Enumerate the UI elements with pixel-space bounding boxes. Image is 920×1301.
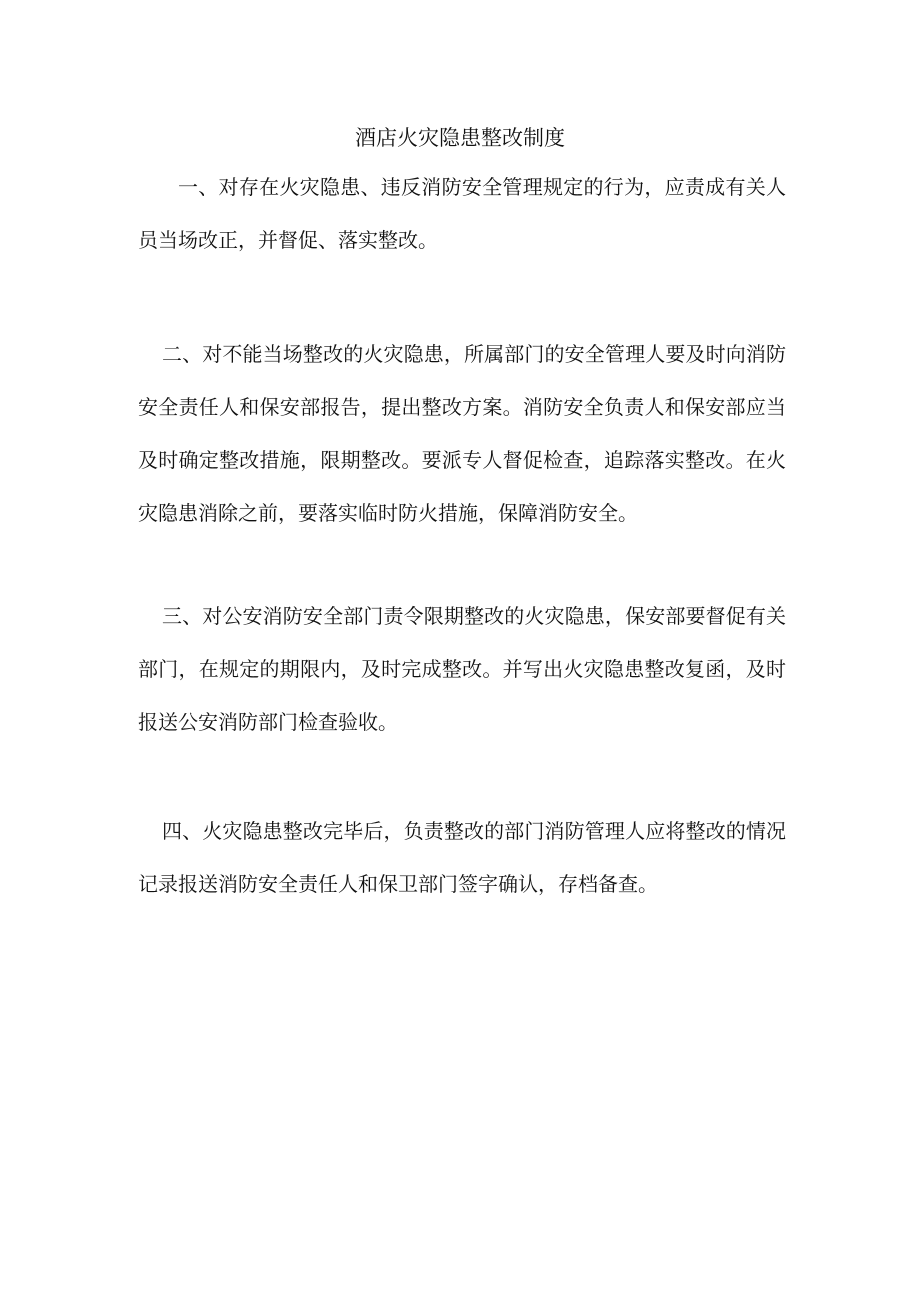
paragraph-1: 一、对存在火灾隐患、违反消防安全管理规定的行为，应责成有关人员当场改正，并督促、落实整改。 (138, 175, 786, 252)
paragraph-2: 二、对不能当场整改的火灾隐患，所属部门的安全管理人要及时向消防安全责任人和保安部报告，提出整改方案。消防安全负责人和保安部应当及时确定整改措施，限期整改。要派专人督促检查，追踪落实整改。在火灾隐患消除之前，要落实临时防火措施，保障消防安全。 (138, 342, 786, 525)
paragraph-4: 四、火灾隐患整改完毕后，负责整改的部门消防管理人应将整改的情况记录报送消防安全责任人和保卫部门签字确认，存档备查。 (138, 819, 786, 896)
paragraph-3: 三、对公安消防安全部门责令限期整改的火灾隐患，保安部要督促有关部门，在规定的期限内，及时完成整改。并写出火灾隐患整改复函，及时报送公安消防部门检查验收。 (138, 604, 786, 734)
document-title: 酒店火灾隐患整改制度 (355, 126, 565, 150)
